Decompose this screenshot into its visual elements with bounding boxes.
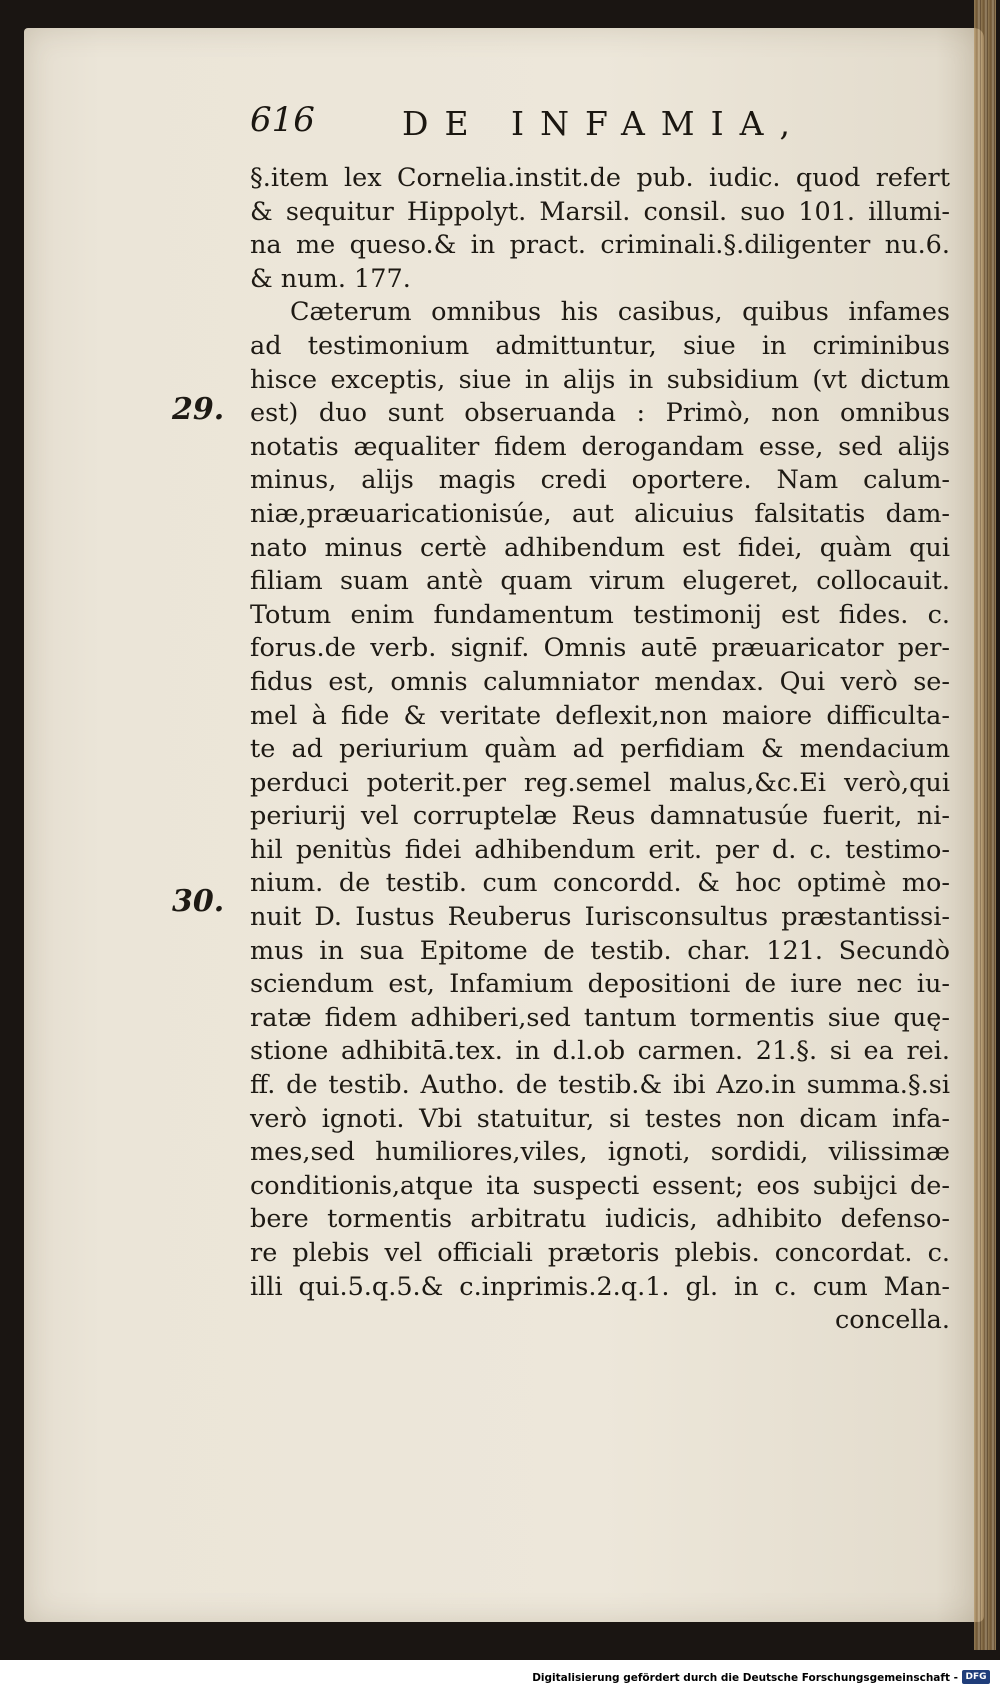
text-line: na me queso.& in pract. criminali.§.diligenter nu.6. [250, 230, 950, 261]
text-line: mus in sua Epitome de testib. char. 121. Secundò [250, 935, 950, 966]
running-title: DE INFAMIA, [402, 104, 806, 143]
text-line: conditionis,atque ita suspecti essent; eos subijci de- [250, 1170, 950, 1201]
text-line: minus, alijs magis credi oportere. Nam calum- [250, 465, 950, 496]
text-line: illi qui.5.q.5.& c.inprimis.2.q.1. gl. in c. cum Man- [250, 1271, 950, 1302]
text-line: hisce exceptis, siue in alijs in subsidium (vt dictum [250, 364, 950, 395]
text-line: filiam suam antè quam virum elugeret, collocauit. [250, 566, 950, 597]
text-line: niæ,præuaricationisúe, aut alicuius falsitatis dam- [250, 498, 950, 529]
text-line: re plebis vel officiali prætoris plebis. concordat. c. [250, 1238, 950, 1268]
text-line: est) duo sunt obseruanda : Primò, non omnibus [250, 398, 950, 429]
text-line: perduci poterit.per reg.semel malus,&c.Ei verò,qui [250, 767, 950, 798]
text-line: verò ignoti. Vbi statuitur, si testes non dicam infa- [250, 1103, 950, 1134]
text-line: & num. 177. [250, 263, 411, 294]
text-line: §.item lex Cornelia.instit.de pub. iudic. quod refert [250, 163, 950, 193]
text-line: Cæterum omnibus his casibus, quibus infames [290, 297, 950, 328]
text-line: sciendum est, Infamium depositioni de iure nec iu- [250, 969, 950, 1000]
text-line: ad testimonium admittuntur, siue in criminibus [250, 330, 950, 361]
margin-number: 29. [172, 392, 225, 427]
text-line: & sequitur Hippolyt. Marsil. consil. suo 101. illumi- [250, 196, 950, 227]
text-line: mel à fide & veritate deflexit,non maiore difficulta- [250, 700, 950, 731]
text-line: stione adhibitā.tex. in d.l.ob carmen. 21.§. si ea rei. [250, 1036, 950, 1067]
text-line: notatis æqualiter fidem derogandam esse, sed alijs [250, 431, 950, 462]
text-line: te ad periurium quàm ad perfidiam & mendacium [250, 734, 950, 765]
text-line: hil penitùs fidei adhibendum erit. per d. c. testimo- [250, 834, 950, 865]
text-line: nium. de testib. cum concordd. & hoc optimè mo- [250, 868, 950, 899]
dfg-logo: DFG [962, 1670, 990, 1684]
footer-credit: Digitalisierung gefördert durch die Deutsche Forschungsgemeinschaft - [532, 1672, 958, 1684]
text-line: ratæ fidem adhiberi,sed tantum tormentis siue quę- [250, 1002, 950, 1033]
footer-bar [0, 1660, 1000, 1695]
text-line: concella. [834, 1305, 950, 1336]
text-line: nato minus certè adhibendum est fidei, quàm qui [250, 532, 950, 563]
page-edge [974, 0, 996, 1650]
text-line: bere tormentis arbitratu iudicis, adhibito defenso- [250, 1204, 950, 1235]
body-text [250, 162, 950, 1338]
text-line: fidus est, omnis calumniator mendax. Qui verò se- [250, 666, 950, 697]
text-line: forus.de verb. signif. Omnis autē præuaricator per- [250, 633, 950, 664]
text-line: nuit D. Iustus Reuberus Iurisconsultus præstantissi- [250, 902, 950, 933]
page-number: 616 [250, 100, 315, 140]
text-line: Totum enim fundamentum testimonij est fides. c. [250, 599, 950, 630]
margin-number: 30. [172, 884, 225, 919]
text-line: mes,sed humiliores,viles, ignoti, sordidi, vilissimæ [250, 1137, 950, 1168]
page-header [250, 100, 810, 160]
text-line: periurij vel corruptelæ Reus damnatusúe fuerit, ni- [250, 801, 950, 832]
text-line: ff. de testib. Autho. de testib.& ibi Azo.in summa.§.si [250, 1070, 950, 1101]
